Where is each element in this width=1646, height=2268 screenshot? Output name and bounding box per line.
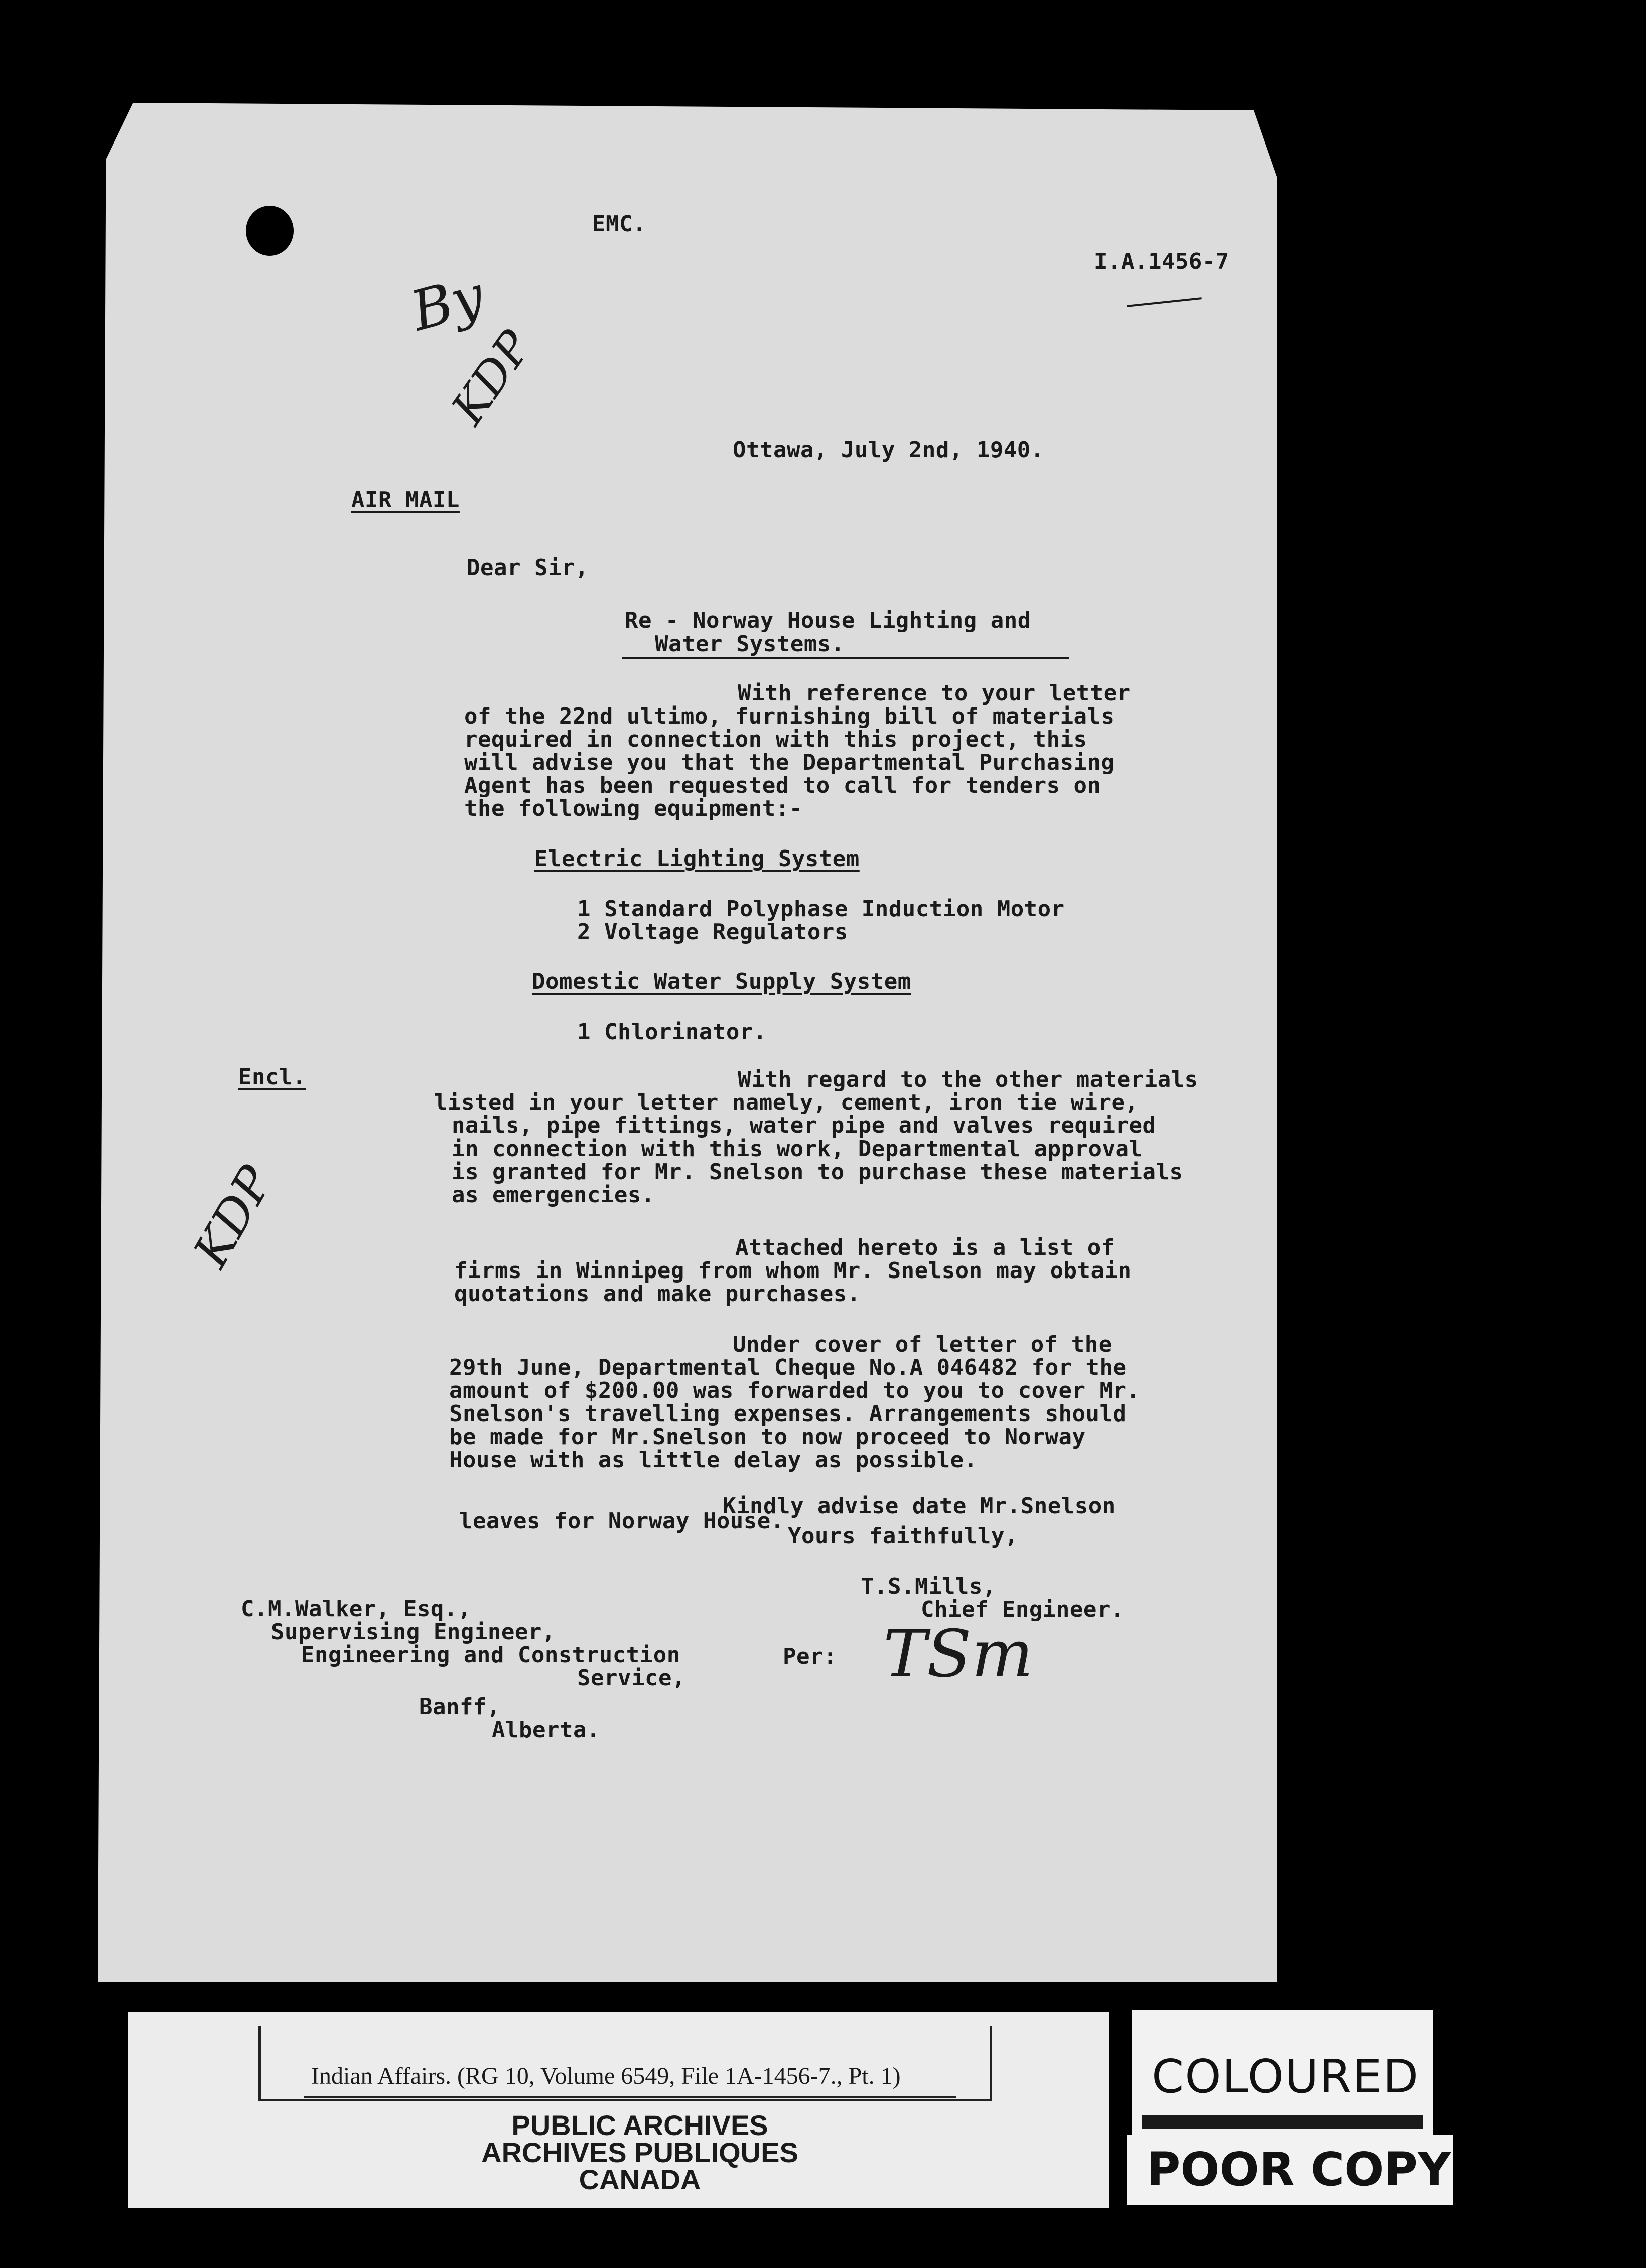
paragraph-line: listed in your letter namely, cement, iron tie wire,: [434, 1090, 1139, 1115]
paragraph-line: the following equipment:-: [464, 796, 803, 821]
punch-hole: [246, 206, 294, 256]
file-reference: I.A.1456-7: [1094, 249, 1229, 274]
equipment-item: 1 Standard Polyphase Induction Motor: [577, 896, 1065, 922]
paragraph-line: nails, pipe fittings, water pipe and valves required: [452, 1113, 1156, 1139]
initials-code: EMC.: [592, 211, 646, 237]
archive-source-line: Indian Affairs. (RG 10, Volume 6549, File 1A-1456-7., Pt. 1): [311, 2063, 901, 2089]
coloured-stamp-bar: [1142, 2115, 1423, 2129]
signer-name: T.S.Mills,: [861, 1574, 996, 1599]
paragraph-5-line-1: Kindly advise date Mr.Snelson: [723, 1493, 1116, 1519]
section-domestic-water: Domestic Water Supply System: [532, 969, 911, 995]
paragraph-line: With reference to your letter: [738, 680, 1131, 706]
salutation: Dear Sir,: [467, 555, 589, 581]
enclosure-note: Encl.: [238, 1064, 306, 1090]
date-line: Ottawa, July 2nd, 1940.: [733, 437, 1044, 463]
paragraph-line: House with as little delay as possible.: [449, 1447, 978, 1473]
addressee-line: Service,: [577, 1665, 685, 1691]
re-line-2: Water Systems.: [655, 631, 845, 657]
paragraph-line: amount of $200.00 was forwarded to you to cover Mr.: [449, 1378, 1140, 1403]
archive-name-fr: ARCHIVES PUBLIQUES: [481, 2137, 798, 2168]
addressee-line: Supervising Engineer,: [271, 1619, 556, 1645]
paragraph-line: Attached hereto is a list of: [735, 1235, 1115, 1260]
paragraph-line: firms in Winnipeg from whom Mr. Snelson may obtain: [454, 1258, 1132, 1284]
paragraph-line: quotations and make purchases.: [454, 1281, 861, 1307]
equipment-item: 2 Voltage Regulators: [577, 919, 848, 945]
paragraph-line: Under cover of letter of the: [733, 1332, 1112, 1357]
poor-copy-stamp-text: POOR COPY: [1147, 2143, 1451, 2196]
paragraph-5-line-2: leaves for Norway House.: [459, 1508, 784, 1534]
paragraph-line: Snelson's travelling expenses. Arrangements should: [449, 1401, 1127, 1427]
archive-country: CANADA: [579, 2164, 701, 2195]
equipment-item: 1 Chlorinator.: [577, 1019, 767, 1045]
handwritten-by: By: [404, 262, 491, 344]
paragraph-line: be made for Mr.Snelson to now proceed to Norway: [449, 1424, 1086, 1450]
paragraph-line: as emergencies.: [452, 1182, 655, 1208]
signature: TSm: [883, 1616, 1034, 1692]
paragraph-line: in connection with this work, Departmental approval: [452, 1136, 1143, 1162]
re-underline: [622, 657, 1069, 659]
air-mail: AIR MAIL: [351, 487, 460, 513]
coloured-stamp-text: COLOURED: [1152, 2050, 1420, 2103]
re-line-1: Re - Norway House Lighting and: [625, 608, 1031, 633]
paragraph-line: 29th June, Departmental Cheque No.A 046482 for the: [449, 1355, 1127, 1380]
archive-name-en: PUBLIC ARCHIVES: [511, 2109, 768, 2141]
paragraph-line: will advise you that the Departmental Purchasing: [464, 750, 1115, 775]
paragraph-line: Agent has been requested to call for tenders on: [464, 773, 1101, 798]
addressee-line: C.M.Walker, Esq.,: [241, 1596, 471, 1622]
per-label: Per:: [783, 1644, 837, 1669]
archive-source-underline: [304, 2096, 956, 2098]
paragraph-line: of the 22nd ultimo, furnishing bill of materials: [464, 703, 1115, 729]
section-electric-lighting: Electric Lighting System: [534, 846, 860, 872]
paragraph-line: With regard to the other materials: [738, 1067, 1198, 1092]
signer-title: Chief Engineer.: [921, 1597, 1124, 1622]
addressee-line: Alberta.: [492, 1717, 600, 1743]
addressee-line: Engineering and Construction: [301, 1642, 680, 1668]
paragraph-line: required in connection with this project, this: [464, 727, 1087, 752]
handwritten-initials-margin: KDP: [183, 1157, 284, 1277]
addressee-line: Banff,: [419, 1694, 500, 1720]
closing: Yours faithfully,: [788, 1523, 1018, 1549]
handwritten-initials-top: KDP: [441, 321, 542, 434]
paragraph-line: is granted for Mr. Snelson to purchase these materials: [452, 1159, 1183, 1185]
